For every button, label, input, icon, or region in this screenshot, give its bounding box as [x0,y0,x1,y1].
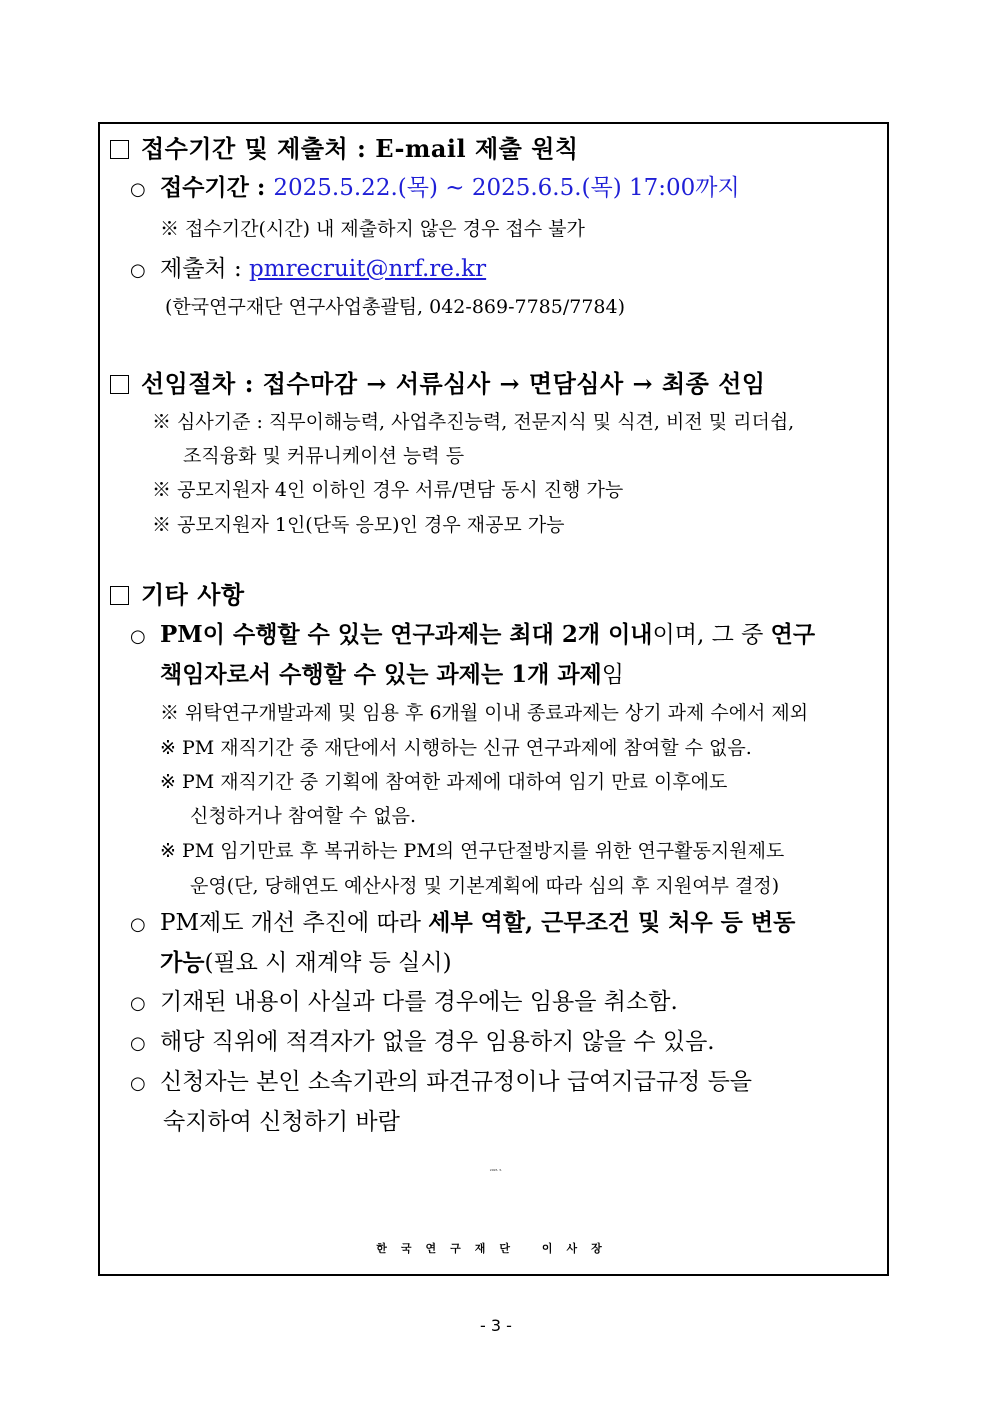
item-1-bold-1: PM이 수행할 수 있는 연구과제는 최대 2개 이내 [160,621,653,648]
issue-date: 2025. 5. [489,1168,503,1172]
item-5-line-2: 숙지하여 신청하기 바람 [163,1109,400,1135]
note-criteria-cont: 조직융화 및 커뮤니케이션 능력 등 [183,445,465,467]
submit-email-link[interactable]: pmrecruit@nrf.re.kr [249,256,487,282]
item-2-bold-1: 세부 역할, 근무조건 및 처우 등 변동 [428,909,796,936]
circle-bullet-icon: ○ [130,1073,146,1094]
page-number: - 3 - [480,1316,512,1335]
item-1-normal-1: 이며, 그 중 [652,622,771,648]
circle-bullet-icon: ○ [130,626,146,647]
section-3-title: 기타 사항 [141,580,245,609]
section-2-title: 선임절차 : 접수마감 → 서류심사 → 면담심사 → 최종 선임 [141,369,766,398]
item-3-text: 기재된 내용이 사실과 다를 경우에는 임용을 취소함. [160,989,678,1015]
period-line [130,176,740,200]
signature: 한국연구재단 이사장 [376,1242,616,1255]
item-1-bold-2: 연구 [770,621,816,648]
item-2-line-2 [160,951,452,975]
note-planning-cont: 신청하거나 참여할 수 없음. [190,805,417,827]
circle-bullet-icon: ○ [130,1033,146,1054]
section-1-heading [110,134,579,163]
item-2-line-2-bold: 가능 [160,949,205,976]
period-label: 접수기간 : [160,174,274,201]
item-2-normal-1: PM제도 개선 추진에 따라 [160,910,429,936]
section-2-heading [110,369,766,398]
item-4-text: 해당 직위에 적격자가 없을 경우 임용하지 않을 수 있음. [160,1029,715,1055]
note-consignment: ※ 위탁연구개발과제 및 임용 후 6개월 이내 종료과제는 상기 과제 수에서 제외 [160,702,809,724]
note-criteria: ※ 심사기준 : 직무이해능력, 사업추진능력, 전문지식 및 식견, 비전 및 리더쉽, [152,411,795,433]
circle-bullet-icon: ○ [130,914,146,935]
item-1-line-1 [130,623,815,647]
submit-contact: (한국연구재단 연구사업총괄팀, 042-869-7785/7784) [165,296,626,318]
item-5-text-1: 신청자는 본인 소속기관의 파견규정이나 급여지급규정 등을 [160,1069,753,1095]
item-1-line-2-bold: 책임자로서 수행할 수 있는 과제는 1개 과제 [160,661,602,688]
note-single-applicant: ※ 공모지원자 1인(단독 응모)인 경우 재공모 가능 [152,514,565,536]
checkbox-square-icon [110,375,129,394]
circle-bullet-icon: ○ [130,260,146,281]
section-3-heading [110,580,245,609]
item-4 [130,1031,715,1054]
section-1-title: 접수기간 및 제출처 : E-mail 제출 원칙 [141,134,579,163]
note-support: ※ PM 임기만료 후 복귀하는 PM의 연구단절방지를 위한 연구활동지원제도 [160,840,785,862]
note-new-project: ※ PM 재직기간 중 재단에서 시행하는 신규 연구과제에 참여할 수 없음. [160,737,752,759]
note-planning: ※ PM 재직기간 중 기획에 참여한 과제에 대하여 임기 만료 이후에도 [160,771,728,793]
submit-line [130,258,486,281]
note-four-applicants: ※ 공모지원자 4인 이하인 경우 서류/면담 동시 진행 가능 [152,479,624,501]
circle-bullet-icon: ○ [130,179,146,200]
checkbox-square-icon [110,586,129,605]
item-1-line-2 [160,663,624,687]
item-5-line-1 [130,1071,752,1094]
period-value: 2025.5.22.(목) ~ 2025.6.5.(목) 17:00까지 [273,175,740,201]
item-1-line-2-normal: 임 [601,662,624,688]
item-2-line-1 [130,911,795,935]
checkbox-square-icon [110,140,129,159]
note-support-cont: 운영(단, 당해연도 예산사정 및 기본계획에 따라 심의 후 지원여부 결정) [190,875,780,897]
period-note: ※ 접수기간(시간) 내 제출하지 않은 경우 접수 불가 [160,218,585,240]
item-2-line-2-normal: (필요 시 재계약 등 실시) [204,950,452,976]
circle-bullet-icon: ○ [130,993,146,1014]
item-3 [130,991,678,1014]
submit-label: 제출처 : [160,256,250,282]
